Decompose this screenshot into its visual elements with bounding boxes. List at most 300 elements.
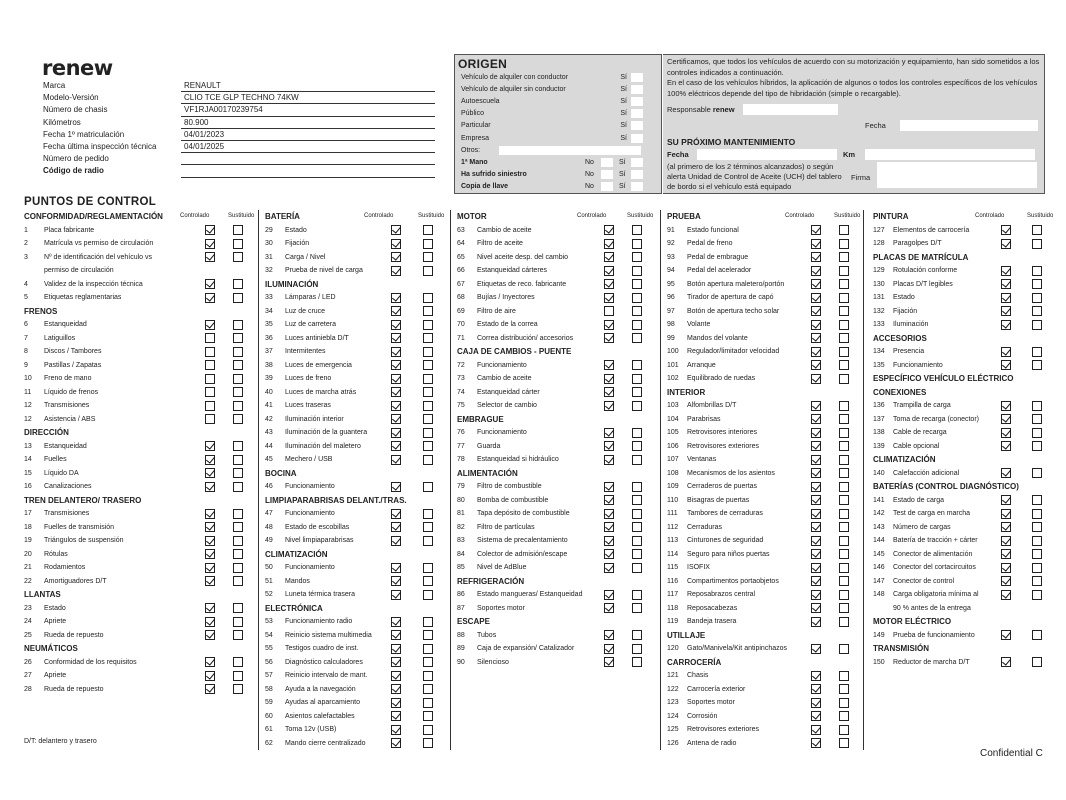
sustituido-checkbox[interactable] [839,590,849,600]
sustituido-checkbox[interactable] [632,563,642,573]
controlado-checkbox[interactable] [1001,360,1011,370]
controlado-checkbox[interactable] [604,306,614,316]
controlado-checkbox[interactable] [811,428,821,438]
controlado-checkbox[interactable] [811,576,821,586]
vehicle-field-value[interactable]: CLIO TCE GLP TECHNO 74KW [181,92,435,104]
sustituido-checkbox[interactable] [423,360,433,370]
vehicle-field-value[interactable] [181,165,435,177]
controlado-checkbox[interactable] [604,266,614,276]
controlado-checkbox[interactable] [205,576,215,586]
controlado-checkbox[interactable] [811,252,821,262]
controlado-checkbox[interactable] [205,563,215,573]
controlado-checkbox[interactable] [811,509,821,519]
sustituido-checkbox[interactable] [233,549,243,559]
vehicle-field-value[interactable]: 80.900 [181,117,435,129]
controlado-checkbox[interactable] [811,671,821,681]
controlado-checkbox[interactable] [205,468,215,478]
sustituido-checkbox[interactable] [423,414,433,424]
controlado-checkbox[interactable] [205,293,215,303]
controlado-checkbox[interactable] [205,482,215,492]
controlado-checkbox[interactable] [205,684,215,694]
sustituido-checkbox[interactable] [632,657,642,667]
controlado-checkbox[interactable] [811,347,821,357]
controlado-checkbox[interactable] [604,225,614,235]
sustituido-checkbox[interactable] [632,495,642,505]
si-checkbox[interactable] [631,170,643,179]
sustituido-checkbox[interactable] [423,698,433,708]
sustituido-checkbox[interactable] [233,468,243,478]
controlado-checkbox[interactable] [391,225,401,235]
sustituido-checkbox[interactable] [233,333,243,343]
controlado-checkbox[interactable] [1001,239,1011,249]
sustituido-checkbox[interactable] [233,522,243,532]
controlado-checkbox[interactable] [391,252,401,262]
controlado-checkbox[interactable] [391,374,401,384]
controlado-checkbox[interactable] [811,725,821,735]
controlado-checkbox[interactable] [391,657,401,667]
controlado-checkbox[interactable] [205,239,215,249]
sustituido-checkbox[interactable] [423,306,433,316]
vehicle-field-value[interactable] [181,153,435,165]
sustituido-checkbox[interactable] [233,347,243,357]
sustituido-checkbox[interactable] [233,603,243,613]
si-checkbox[interactable] [631,182,643,191]
controlado-checkbox[interactable] [1001,414,1011,424]
controlado-checkbox[interactable] [391,333,401,343]
controlado-checkbox[interactable] [391,725,401,735]
sustituido-checkbox[interactable] [839,725,849,735]
si-checkbox[interactable] [631,158,643,167]
sustituido-checkbox[interactable] [1032,306,1042,316]
sustituido-checkbox[interactable] [839,252,849,262]
controlado-checkbox[interactable] [811,455,821,465]
controlado-checkbox[interactable] [391,509,401,519]
controlado-checkbox[interactable] [391,482,401,492]
sustituido-checkbox[interactable] [839,509,849,519]
controlado-checkbox[interactable] [811,374,821,384]
controlado-checkbox[interactable] [1001,522,1011,532]
controlado-checkbox[interactable] [604,320,614,330]
sustituido-checkbox[interactable] [632,603,642,613]
controlado-checkbox[interactable] [205,401,215,411]
sustituido-checkbox[interactable] [233,482,243,492]
sustituido-checkbox[interactable] [423,293,433,303]
sustituido-checkbox[interactable] [1032,225,1042,235]
otros-field[interactable] [499,146,641,155]
sustituido-checkbox[interactable] [1032,239,1042,249]
origen-checkbox[interactable] [631,85,643,94]
controlado-checkbox[interactable] [604,239,614,249]
controlado-checkbox[interactable] [811,414,821,424]
sustituido-checkbox[interactable] [233,509,243,519]
sustituido-checkbox[interactable] [632,644,642,654]
controlado-checkbox[interactable] [205,536,215,546]
sustituido-checkbox[interactable] [632,374,642,384]
sustituido-checkbox[interactable] [839,360,849,370]
sustituido-checkbox[interactable] [423,401,433,411]
sustituido-checkbox[interactable] [423,387,433,397]
sustituido-checkbox[interactable] [632,401,642,411]
controlado-checkbox[interactable] [604,428,614,438]
controlado-checkbox[interactable] [205,320,215,330]
sustituido-checkbox[interactable] [233,239,243,249]
cert-fecha-field[interactable] [900,120,1038,131]
controlado-checkbox[interactable] [811,738,821,748]
controlado-checkbox[interactable] [391,428,401,438]
mant-fecha-field[interactable] [697,149,837,160]
controlado-checkbox[interactable] [391,239,401,249]
controlado-checkbox[interactable] [1001,563,1011,573]
controlado-checkbox[interactable] [1001,279,1011,289]
controlado-checkbox[interactable] [205,603,215,613]
controlado-checkbox[interactable] [205,225,215,235]
sustituido-checkbox[interactable] [839,482,849,492]
sustituido-checkbox[interactable] [632,590,642,600]
sustituido-checkbox[interactable] [632,549,642,559]
controlado-checkbox[interactable] [1001,657,1011,667]
controlado-checkbox[interactable] [604,590,614,600]
controlado-checkbox[interactable] [205,333,215,343]
controlado-checkbox[interactable] [604,387,614,397]
sustituido-checkbox[interactable] [423,630,433,640]
controlado-checkbox[interactable] [1001,306,1011,316]
sustituido-checkbox[interactable] [423,374,433,384]
sustituido-checkbox[interactable] [839,684,849,694]
controlado-checkbox[interactable] [604,549,614,559]
sustituido-checkbox[interactable] [423,590,433,600]
sustituido-checkbox[interactable] [423,522,433,532]
controlado-checkbox[interactable] [811,239,821,249]
sustituido-checkbox[interactable] [233,455,243,465]
sustituido-checkbox[interactable] [839,536,849,546]
controlado-checkbox[interactable] [604,630,614,640]
sustituido-checkbox[interactable] [423,657,433,667]
controlado-checkbox[interactable] [205,387,215,397]
controlado-checkbox[interactable] [1001,576,1011,586]
controlado-checkbox[interactable] [1001,468,1011,478]
sustituido-checkbox[interactable] [839,414,849,424]
sustituido-checkbox[interactable] [233,657,243,667]
controlado-checkbox[interactable] [391,576,401,586]
controlado-checkbox[interactable] [811,225,821,235]
controlado-checkbox[interactable] [604,401,614,411]
sustituido-checkbox[interactable] [839,401,849,411]
controlado-checkbox[interactable] [1001,549,1011,559]
sustituido-checkbox[interactable] [839,711,849,721]
controlado-checkbox[interactable] [205,414,215,424]
sustituido-checkbox[interactable] [423,684,433,694]
controlado-checkbox[interactable] [391,590,401,600]
sustituido-checkbox[interactable] [423,617,433,627]
sustituido-checkbox[interactable] [1032,630,1042,640]
controlado-checkbox[interactable] [391,401,401,411]
controlado-checkbox[interactable] [1001,293,1011,303]
sustituido-checkbox[interactable] [233,630,243,640]
controlado-checkbox[interactable] [205,455,215,465]
sustituido-checkbox[interactable] [632,320,642,330]
sustituido-checkbox[interactable] [632,266,642,276]
controlado-checkbox[interactable] [811,333,821,343]
controlado-checkbox[interactable] [205,617,215,627]
sustituido-checkbox[interactable] [1032,549,1042,559]
controlado-checkbox[interactable] [604,603,614,613]
controlado-checkbox[interactable] [604,563,614,573]
controlado-checkbox[interactable] [604,495,614,505]
controlado-checkbox[interactable] [604,644,614,654]
controlado-checkbox[interactable] [205,509,215,519]
sustituido-checkbox[interactable] [632,252,642,262]
sustituido-checkbox[interactable] [233,536,243,546]
sustituido-checkbox[interactable] [423,320,433,330]
controlado-checkbox[interactable] [391,671,401,681]
controlado-checkbox[interactable] [205,279,215,289]
sustituido-checkbox[interactable] [1032,509,1042,519]
controlado-checkbox[interactable] [1001,495,1011,505]
controlado-checkbox[interactable] [811,401,821,411]
controlado-checkbox[interactable] [391,387,401,397]
controlado-checkbox[interactable] [391,711,401,721]
sustituido-checkbox[interactable] [839,333,849,343]
controlado-checkbox[interactable] [811,522,821,532]
controlado-checkbox[interactable] [604,482,614,492]
sustituido-checkbox[interactable] [632,279,642,289]
origen-checkbox[interactable] [631,134,643,143]
controlado-checkbox[interactable] [391,347,401,357]
controlado-checkbox[interactable] [391,630,401,640]
controlado-checkbox[interactable] [391,522,401,532]
sustituido-checkbox[interactable] [632,293,642,303]
controlado-checkbox[interactable] [811,563,821,573]
controlado-checkbox[interactable] [391,738,401,748]
controlado-checkbox[interactable] [1001,401,1011,411]
sustituido-checkbox[interactable] [233,225,243,235]
sustituido-checkbox[interactable] [632,360,642,370]
controlado-checkbox[interactable] [391,306,401,316]
sustituido-checkbox[interactable] [632,428,642,438]
controlado-checkbox[interactable] [604,360,614,370]
controlado-checkbox[interactable] [604,441,614,451]
controlado-checkbox[interactable] [205,522,215,532]
controlado-checkbox[interactable] [604,536,614,546]
controlado-checkbox[interactable] [604,279,614,289]
no-checkbox[interactable] [601,158,613,167]
sustituido-checkbox[interactable] [632,333,642,343]
sustituido-checkbox[interactable] [839,738,849,748]
controlado-checkbox[interactable] [604,374,614,384]
controlado-checkbox[interactable] [811,441,821,451]
sustituido-checkbox[interactable] [632,387,642,397]
controlado-checkbox[interactable] [391,414,401,424]
sustituido-checkbox[interactable] [632,482,642,492]
sustituido-checkbox[interactable] [1032,293,1042,303]
controlado-checkbox[interactable] [811,536,821,546]
controlado-checkbox[interactable] [811,468,821,478]
sustituido-checkbox[interactable] [423,711,433,721]
sustituido-checkbox[interactable] [1032,266,1042,276]
controlado-checkbox[interactable] [1001,225,1011,235]
km-field[interactable] [865,149,1035,160]
sustituido-checkbox[interactable] [423,671,433,681]
controlado-checkbox[interactable] [1001,347,1011,357]
sustituido-checkbox[interactable] [839,576,849,586]
sustituido-checkbox[interactable] [423,509,433,519]
controlado-checkbox[interactable] [811,711,821,721]
origen-checkbox[interactable] [631,121,643,130]
sustituido-checkbox[interactable] [1032,414,1042,424]
vehicle-field-value[interactable]: 04/01/2025 [181,141,435,153]
controlado-checkbox[interactable] [205,252,215,262]
controlado-checkbox[interactable] [391,293,401,303]
controlado-checkbox[interactable] [205,347,215,357]
sustituido-checkbox[interactable] [233,293,243,303]
sustituido-checkbox[interactable] [423,333,433,343]
sustituido-checkbox[interactable] [423,266,433,276]
sustituido-checkbox[interactable] [233,374,243,384]
sustituido-checkbox[interactable] [839,306,849,316]
sustituido-checkbox[interactable] [423,455,433,465]
firma-field[interactable] [877,162,1037,188]
sustituido-checkbox[interactable] [1032,468,1042,478]
sustituido-checkbox[interactable] [1032,536,1042,546]
controlado-checkbox[interactable] [604,333,614,343]
controlado-checkbox[interactable] [205,671,215,681]
sustituido-checkbox[interactable] [423,563,433,573]
sustituido-checkbox[interactable] [233,684,243,694]
controlado-checkbox[interactable] [604,509,614,519]
sustituido-checkbox[interactable] [423,428,433,438]
controlado-checkbox[interactable] [391,536,401,546]
sustituido-checkbox[interactable] [839,698,849,708]
controlado-checkbox[interactable] [811,617,821,627]
controlado-checkbox[interactable] [604,657,614,667]
sustituido-checkbox[interactable] [632,239,642,249]
controlado-checkbox[interactable] [604,522,614,532]
sustituido-checkbox[interactable] [233,441,243,451]
sustituido-checkbox[interactable] [1032,522,1042,532]
controlado-checkbox[interactable] [604,293,614,303]
sustituido-checkbox[interactable] [233,617,243,627]
controlado-checkbox[interactable] [391,698,401,708]
sustituido-checkbox[interactable] [839,374,849,384]
controlado-checkbox[interactable] [391,320,401,330]
sustituido-checkbox[interactable] [423,252,433,262]
sustituido-checkbox[interactable] [632,630,642,640]
sustituido-checkbox[interactable] [233,279,243,289]
controlado-checkbox[interactable] [391,644,401,654]
no-checkbox[interactable] [601,182,613,191]
sustituido-checkbox[interactable] [1032,563,1042,573]
sustituido-checkbox[interactable] [423,644,433,654]
sustituido-checkbox[interactable] [233,401,243,411]
sustituido-checkbox[interactable] [1032,401,1042,411]
sustituido-checkbox[interactable] [632,522,642,532]
controlado-checkbox[interactable] [811,603,821,613]
controlado-checkbox[interactable] [391,266,401,276]
sustituido-checkbox[interactable] [1032,657,1042,667]
controlado-checkbox[interactable] [1001,441,1011,451]
sustituido-checkbox[interactable] [423,536,433,546]
origen-checkbox[interactable] [631,97,643,106]
sustituido-checkbox[interactable] [839,428,849,438]
sustituido-checkbox[interactable] [839,293,849,303]
controlado-checkbox[interactable] [811,266,821,276]
controlado-checkbox[interactable] [1001,320,1011,330]
sustituido-checkbox[interactable] [423,347,433,357]
sustituido-checkbox[interactable] [233,576,243,586]
sustituido-checkbox[interactable] [423,225,433,235]
sustituido-checkbox[interactable] [839,549,849,559]
sustituido-checkbox[interactable] [839,644,849,654]
controlado-checkbox[interactable] [391,684,401,694]
controlado-checkbox[interactable] [205,630,215,640]
sustituido-checkbox[interactable] [839,455,849,465]
sustituido-checkbox[interactable] [839,239,849,249]
sustituido-checkbox[interactable] [632,536,642,546]
sustituido-checkbox[interactable] [423,482,433,492]
sustituido-checkbox[interactable] [1032,279,1042,289]
sustituido-checkbox[interactable] [632,509,642,519]
sustituido-checkbox[interactable] [839,468,849,478]
vehicle-field-value[interactable]: VF1RJA00170239754 [181,104,435,116]
controlado-checkbox[interactable] [811,549,821,559]
controlado-checkbox[interactable] [205,360,215,370]
controlado-checkbox[interactable] [205,374,215,384]
sustituido-checkbox[interactable] [233,563,243,573]
sustituido-checkbox[interactable] [423,576,433,586]
controlado-checkbox[interactable] [811,279,821,289]
sustituido-checkbox[interactable] [632,306,642,316]
controlado-checkbox[interactable] [391,441,401,451]
sustituido-checkbox[interactable] [233,414,243,424]
controlado-checkbox[interactable] [205,549,215,559]
sustituido-checkbox[interactable] [839,563,849,573]
controlado-checkbox[interactable] [1001,630,1011,640]
sustituido-checkbox[interactable] [839,603,849,613]
controlado-checkbox[interactable] [811,495,821,505]
controlado-checkbox[interactable] [811,360,821,370]
responsable-field[interactable] [743,104,838,115]
sustituido-checkbox[interactable] [632,455,642,465]
sustituido-checkbox[interactable] [423,441,433,451]
sustituido-checkbox[interactable] [839,522,849,532]
sustituido-checkbox[interactable] [1032,495,1042,505]
controlado-checkbox[interactable] [811,306,821,316]
no-checkbox[interactable] [601,170,613,179]
controlado-checkbox[interactable] [811,698,821,708]
controlado-checkbox[interactable] [811,320,821,330]
sustituido-checkbox[interactable] [839,266,849,276]
vehicle-field-value[interactable]: RENAULT [181,80,435,92]
sustituido-checkbox[interactable] [233,252,243,262]
sustituido-checkbox[interactable] [1032,590,1042,600]
vehicle-field-value[interactable]: 04/01/2023 [181,129,435,141]
controlado-checkbox[interactable] [391,563,401,573]
sustituido-checkbox[interactable] [1032,320,1042,330]
sustituido-checkbox[interactable] [839,320,849,330]
controlado-checkbox[interactable] [1001,509,1011,519]
sustituido-checkbox[interactable] [423,725,433,735]
origen-checkbox[interactable] [631,109,643,118]
sustituido-checkbox[interactable] [233,320,243,330]
controlado-checkbox[interactable] [391,617,401,627]
sustituido-checkbox[interactable] [423,239,433,249]
sustituido-checkbox[interactable] [839,617,849,627]
controlado-checkbox[interactable] [1001,590,1011,600]
sustituido-checkbox[interactable] [632,441,642,451]
sustituido-checkbox[interactable] [1032,441,1042,451]
origen-checkbox[interactable] [631,73,643,82]
sustituido-checkbox[interactable] [233,360,243,370]
